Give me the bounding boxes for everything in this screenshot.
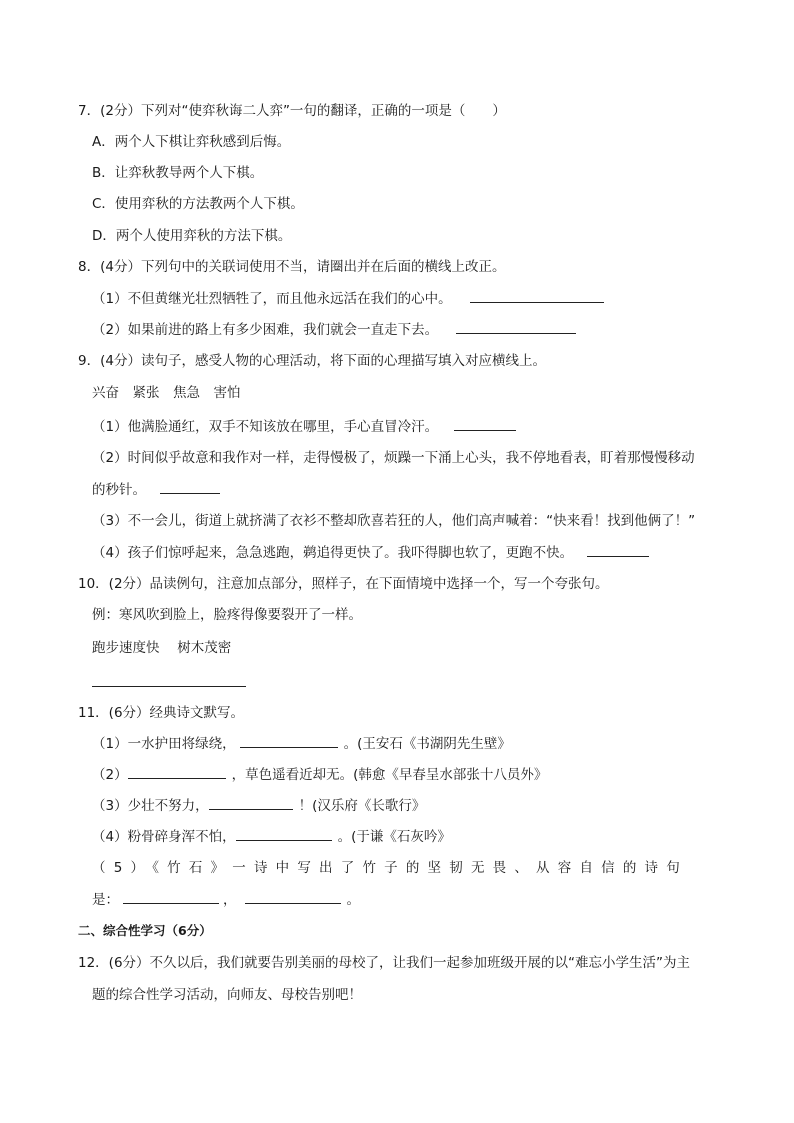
q11-blank-3[interactable] [209, 795, 293, 810]
q8-sentence-2-text: （2）如果前进的路上有多少困难，我们就会一直走下去。 [92, 322, 439, 338]
q11-line-5: （5）《竹石》一诗中写出了竹子的坚韧无畏、从容自信的诗句 [92, 860, 688, 876]
q7-option-a: A．两个人下棋让弈秋感到后悔。 [92, 134, 291, 150]
q9-sentence-2-line-1: （2）时间似乎故意和我作对一样，走得慢极了，烦躁一下涌上心头，我不停地看表，盯着那慢慢移动 [92, 450, 695, 466]
q8-sentence-1-text: （1）不但黄继光壮烈牺牲了，而且他永远活在我们的心中。 [92, 291, 452, 307]
q11-line-5-prefix: 是： [92, 892, 119, 908]
q11-line-1-prefix: （1）一水护田将绿绕， [92, 736, 236, 752]
q9-sentence-1 [92, 416, 516, 437]
q10-example: 例：寒风吹到脸上，脸疼得像要裂开了一样。 [92, 607, 362, 623]
q8-stem: 8．(4分）下列句中的关联词使用不当，请圈出并在后面的横线上改正。 [78, 259, 506, 275]
q9-sentence-1-text: （1）他满脸通红，双手不知该放在哪里，手心直冒冷汗。 [92, 419, 439, 435]
q11-blank-1[interactable] [240, 733, 338, 748]
q8-sentence-1 [92, 288, 604, 309]
q8-answer-blank-1[interactable] [470, 288, 604, 303]
q9-answer-blank-2[interactable] [160, 479, 220, 494]
q11-line-5-period: 。 [346, 892, 360, 908]
q9-stem: 9．(4分）读句子，感受人物的心理活动，将下面的心理描写填入对应横线上。 [78, 353, 546, 369]
q10-stem: 10．(2分）品读例句，注意加点部分，照样子，在下面情境中选择一个，写一个夸张句。 [78, 576, 609, 592]
q11-line-4 [92, 826, 451, 847]
q8-answer-blank-2[interactable] [456, 319, 576, 334]
q7-stem: 7．(2分）下列对“使弈秋诲二人弈”一句的翻译，正确的一项是（ ） [78, 103, 506, 119]
q11-blank-5a[interactable] [123, 889, 219, 904]
q9-sentence-4 [92, 542, 649, 563]
q10-options: 跑步速度快 树木茂密 [92, 640, 232, 656]
q11-blank-4[interactable] [236, 826, 332, 841]
q11-line-3 [92, 795, 425, 816]
q12-line-1: 12．(6分）不久以后，我们就要告别美丽的母校了，让我们一起参加班级开展的以“难忘小学生活”为主 [78, 955, 691, 971]
q11-stem: 11．(6分）经典诗文默写。 [78, 705, 245, 721]
q7-option-c: C．使用弈秋的方法教两个人下棋。 [92, 196, 304, 212]
q11-line-2-suffix: ，草色遥看近却无。(韩愈《早春呈水部张十八员外》 [231, 767, 548, 783]
q9-sentence-2-line-2 [92, 479, 220, 500]
q11-line-5-comma: ， [223, 892, 237, 908]
section-2-heading: 二、综合性学习（6分） [78, 923, 212, 938]
q11-line-2-prefix: （2） [92, 767, 128, 783]
q12-line-2: 题的综合性学习活动，向师友、母校告别吧！ [92, 987, 362, 1003]
q7-option-d: D．两个人使用弈秋的方法下棋。 [92, 228, 292, 244]
q11-line-4-suffix: 。(于谦《石灰吟》 [337, 829, 451, 845]
q10-answer-blank[interactable] [92, 672, 246, 687]
q11-line-1-suffix: 。(王安石《书湖阴先生壁》 [343, 736, 511, 752]
q11-line-5-answer [92, 889, 360, 910]
q10-answer-line [92, 672, 246, 693]
q11-blank-5b[interactable] [245, 889, 341, 904]
q9-word-bank: 兴奋 紧张 焦急 害怕 [92, 385, 241, 401]
q11-line-3-suffix: ！(汉乐府《长歌行》 [298, 798, 426, 814]
q11-line-1 [92, 733, 511, 754]
q7-option-b: B．让弈秋教导两个人下棋。 [92, 165, 264, 181]
q11-line-4-prefix: （4）粉骨碎身浑不怕， [92, 829, 236, 845]
q8-sentence-2 [92, 319, 576, 340]
q9-sentence-2-text: 的秒针。 [92, 482, 146, 498]
q9-answer-blank-1[interactable] [454, 416, 516, 431]
q11-blank-2[interactable] [128, 764, 226, 779]
q9-answer-blank-4[interactable] [587, 542, 649, 557]
q9-sentence-3: （3）不一会儿，街道上就挤满了衣衫不整却欣喜若狂的人，他们高声喊着：“快来看！找到他俩了！” [92, 513, 696, 529]
q9-sentence-4-text: （4）孩子们惊呼起来，急急逃跑，鹈追得更快了。我吓得脚也软了，更跑不快。 [92, 545, 574, 561]
q11-line-3-prefix: （3）少壮不努力， [92, 798, 209, 814]
q11-line-2 [92, 764, 547, 785]
